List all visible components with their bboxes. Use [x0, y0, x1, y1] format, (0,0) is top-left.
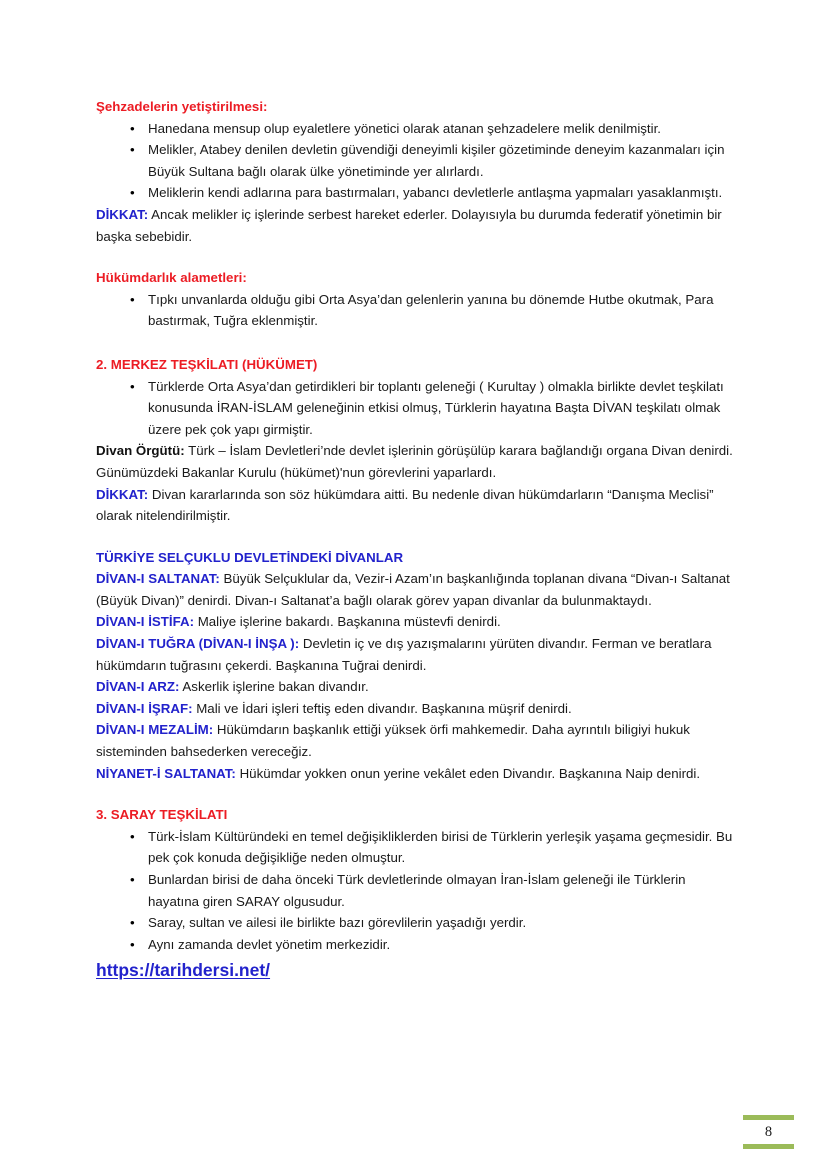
divan-entry-text: Mali ve İdari işleri teftiş eden divandır. Başkanına müşrif denirdi. [192, 700, 572, 716]
list-item-text: Meliklerin kendi adlarına para bastırmaları, yabancı devletlerle antlaşma yapmaları yasaklanmıştı. [148, 185, 723, 201]
footer-rule-top [743, 1115, 794, 1120]
divan-entry [96, 719, 736, 762]
list-item [96, 912, 736, 934]
list-item [96, 182, 736, 204]
section-heading-hukumdarlik: Hükümdarlık alametleri: [96, 270, 247, 286]
dikkat-note-merkez [96, 484, 736, 527]
list-item [96, 118, 736, 140]
footer-rule-bottom [743, 1144, 794, 1149]
divan-entry [96, 568, 736, 611]
list-item-text: Melikler, Atabey denilen devletin güvendiği deneyimli kişiler gözetiminde deneyim kazanmaları için Büyük Sultana bağlı olarak ülke yönetiminde yer alırlardı. [148, 142, 725, 179]
spacer [96, 247, 736, 267]
dikkat-label: DİKKAT: [96, 206, 149, 222]
bullet-icon: • [130, 185, 135, 201]
divan-orgutu-text: Türk – İslam Devletleri’nde devlet işlerinin görüşülüp karara bağlandığı organa Divan denirdi. Günümüzdeki Bakanlar Kurulu (hükümet)'nun görevlerini yaparlardı. [96, 443, 733, 480]
section-heading-merkez-teskilati: 2. MERKEZ TEŞKİLATI (HÜKÜMET) [96, 356, 318, 372]
spacer [96, 332, 736, 354]
divan-entry-label: DİVAN-I SALTANAT: [96, 571, 220, 587]
divan-entry-text: Askerlik işlerine bakan divandır. [179, 679, 369, 695]
divan-entry-text: Devletin iç ve dış yazışmalarını yürüten divandır. Ferman ve beratlara hükümdarın tuğrasını çekerdi. Başkanına Tuğrai denirdi. [96, 636, 712, 673]
divan-entry-label: DİVAN-I TUĞRA (DİVAN-I İNŞA ): [96, 636, 300, 652]
page-content [96, 96, 736, 982]
list-item [96, 869, 736, 912]
divan-entry-label: DİVAN-I İŞRAF: [96, 700, 193, 716]
dikkat-label: DİKKAT: [96, 486, 149, 502]
spacer [96, 784, 736, 804]
list-item [96, 826, 736, 869]
divan-entry [96, 633, 736, 676]
bullet-list-saray [96, 826, 736, 956]
list-item-text: Tıpkı unvanlarda olduğu gibi Orta Asya’dan gelenlerin yanına bu dönemde Hutbe okutmak, Para bastırmak, Tuğra eklenmiştir. [148, 291, 714, 329]
list-item-text: Türklerde Orta Asya’dan getirdikleri bir toplantı geleneği ( Kurultay ) olmakla birlikte devlet teşkilatı konusunda İRAN-İSLAM geleneğinin etkisi olmuş, Türklerin hayatına Başta DİVAN teşkilatı olmak üzere pek çok yapı girmiştir. [148, 378, 724, 437]
page-number-footer [743, 1115, 794, 1149]
bullet-icon: • [130, 828, 135, 844]
list-item [96, 934, 736, 956]
dikkat-text: Ancak melikler iç işlerinde serbest hareket ederler. Dolayısıyla bu durumda federatif yönetimin bir başka sebebidir. [96, 206, 722, 244]
list-item-text: Bunlardan birisi de daha önceki Türk devletlerinde olmayan İran-İslam geleneği ile Türklerin hayatına giren SARAY olgusudur. [148, 872, 686, 909]
divan-entry-label: NİYANET-İ SALTANAT: [96, 765, 236, 781]
source-link[interactable]: https://tarihdersi.net/ [96, 960, 271, 981]
bullet-list-hukumdarlik [96, 289, 736, 332]
bullet-icon: • [130, 142, 135, 158]
dikkat-text: Divan kararlarında son söz hükümdara aitti. Bu nedenle divan hükümdarların “Danışma Meclisi” olarak nitelendirilmiştir. [96, 486, 714, 524]
divan-entry [96, 698, 736, 720]
divan-entry-text: Maliye işlerine bakardı. Başkanına müstevfi denirdi. [194, 614, 501, 630]
divan-entry-text: Hükümdarın başkanlık ettiği yüksek örfi mahkemedir. Daha ayrıntılı biligiyi hukuk sisteminden bahsederken vereceğiz. [96, 722, 690, 760]
divan-entry-label: DİVAN-I İSTİFA: [96, 614, 194, 630]
dikkat-note-sehzade [96, 204, 736, 247]
list-item-text: Hanedana mensup olup eyaletlere yönetici olarak atanan şehzadelere melik denilmiştir. [148, 120, 661, 136]
divan-entry [96, 676, 736, 698]
spacer [96, 527, 736, 547]
bullet-list-sehzade [96, 118, 736, 204]
bullet-icon: • [130, 378, 135, 394]
divan-entry [96, 763, 736, 785]
divan-entry [96, 611, 736, 633]
section-heading-divanlar: TÜRKİYE SELÇUKLU DEVLETİNDEKİ DİVANLAR [96, 549, 404, 565]
list-item [96, 376, 736, 441]
divan-orgutu-paragraph [96, 440, 736, 483]
divan-orgutu-label: Divan Örgütü: [96, 443, 185, 459]
page-number: 8 [764, 1124, 773, 1140]
section-heading-saray-teskilati: 3. SARAY TEŞKİLATI [96, 807, 228, 823]
list-item [96, 289, 736, 332]
bullet-icon: • [130, 120, 135, 136]
list-item-text: Türk-İslam Kültüründeki en temel değişikliklerden birisi de Türklerin yerleşik yaşama geçmesidir. Bu pek çok konuda değişikliğe neden olmuştur. [148, 828, 733, 866]
divan-entry-text: Büyük Selçuklular da, Vezir-i Azam’ın başkanlığında toplanan divana “Divan-ı Saltanat (Büyük Divan)” denirdi. Divan-ı Saltanat’a bağlı olarak görev yapan divanlar da bulunmaktaydı. [96, 571, 730, 608]
divan-entry-label: DİVAN-I ARZ: [96, 679, 180, 695]
bullet-list-merkez [96, 376, 736, 441]
bullet-icon: • [130, 936, 135, 952]
list-item [96, 139, 736, 182]
list-item-text: Saray, sultan ve ailesi ile birlikte bazı görevlilerin yaşadığı yerdir. [148, 915, 527, 931]
bullet-icon: • [130, 291, 135, 307]
divan-entry-label: DİVAN-I MEZALİM: [96, 722, 214, 738]
list-item-text: Aynı zamanda devlet yönetim merkezidir. [148, 936, 391, 952]
divan-entry-text: Hükümdar yokken onun yerine vekâlet eden Divandır. Başkanına Naip denirdi. [235, 765, 701, 781]
bullet-icon: • [130, 915, 135, 931]
bullet-icon: • [130, 872, 135, 887]
section-heading-sehzade: Şehzadelerin yetiştirilmesi: [96, 99, 268, 114]
